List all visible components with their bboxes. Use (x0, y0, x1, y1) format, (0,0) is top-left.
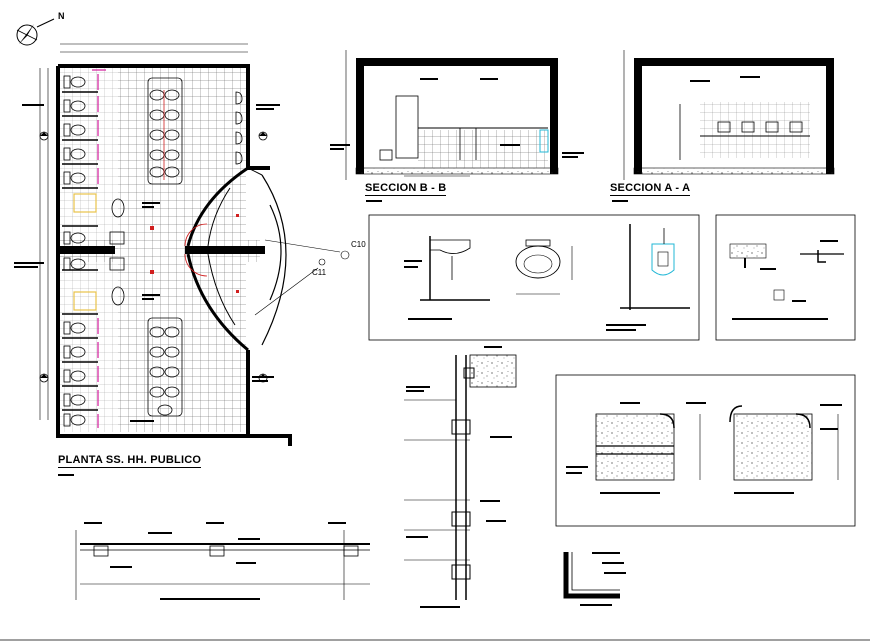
north-arrow (17, 19, 54, 45)
plan-title: PLANTA SS. HH. PUBLICO (58, 454, 202, 466)
section-aa-drawing (612, 50, 834, 202)
pipe-riser-detail (404, 346, 516, 608)
section-bb-title: SECCION B - B (365, 182, 447, 194)
floor-plan (14, 44, 349, 476)
callout-c10: C10 (351, 240, 366, 249)
wall-finish-details-box (556, 375, 855, 526)
floor-detail-box (716, 215, 855, 340)
callout-c11: C11 (312, 268, 327, 277)
sanitary-details-box (369, 215, 699, 340)
north-label: N (58, 11, 65, 21)
section-aa-title: SECCION A - A (610, 182, 691, 194)
section-bb-drawing (330, 50, 584, 202)
corner-detail (566, 552, 626, 606)
foundation-strip-detail (76, 522, 370, 600)
